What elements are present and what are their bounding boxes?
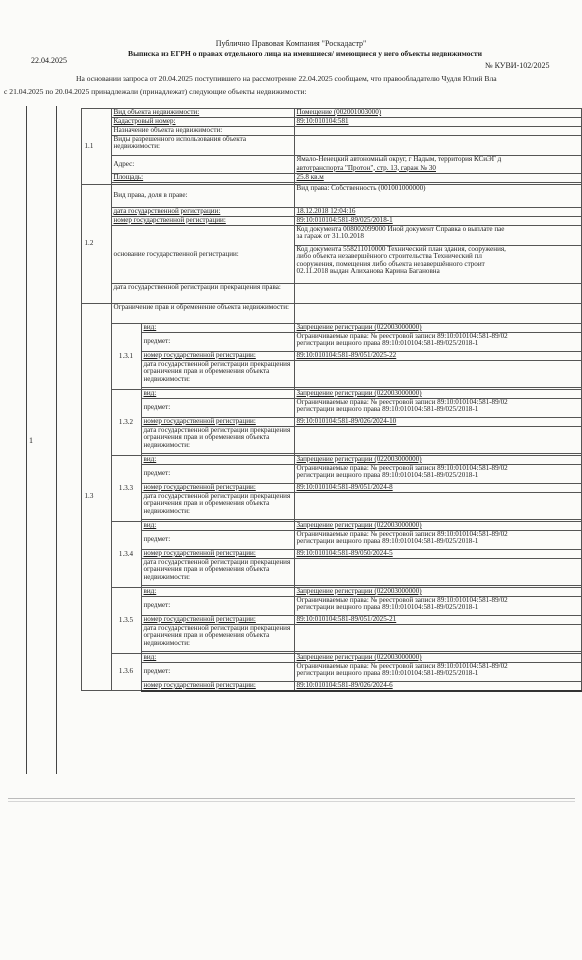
restriction-value <box>294 304 581 324</box>
kind-label: вид: <box>141 456 294 465</box>
kind-value: Запрещение регистрации (022003000000) <box>294 390 581 399</box>
address-value-line-1: Ямало-Ненецкий автономный округ, г Надым, территория КСиЭГ д <box>294 156 581 165</box>
table-row <box>57 390 581 399</box>
purpose-label: Назначение объекта недвижимости: <box>111 127 294 136</box>
entry-number: 1.3.6 <box>111 654 141 691</box>
subject-value-line-1: Ограничиваемые права: № реестровой записи 89:10:010104:581-89/02 <box>296 530 508 538</box>
registration-date-label: дата государственной регистрации: <box>111 208 294 217</box>
table-row <box>57 174 581 183</box>
termination-date-value <box>294 284 581 304</box>
right-type-label: Вид права, доля в праве: <box>111 185 294 208</box>
table-row <box>57 324 581 333</box>
right-type-value: Вид права: Собственность (001001000000) <box>294 185 581 208</box>
table-outer-line-left <box>26 106 27 774</box>
registration-number-label: номер государственной регистрации: <box>141 418 294 427</box>
subject-value-line-1: Ограничиваемые права: № реестровой записи 89:10:010104:581-89/02 <box>296 662 508 670</box>
entry-number: 1.3.5 <box>111 588 141 654</box>
basis-doc-2-line-4: 02.11.2018 выдан Алиханова Карина Багановна <box>296 267 440 276</box>
entry-number: 1.3.1 <box>111 324 141 390</box>
subject-value-line-1: Ограничиваемые права: № реестровой записи 89:10:010104:581-89/02 <box>296 332 508 340</box>
organization-name: Публично Правовая Компания "Роскадастр" <box>215 39 367 48</box>
subject-label: предмет: <box>141 399 294 418</box>
registration-basis-label: основание государственной регистрации: <box>111 226 294 284</box>
registration-number-value: 89:10:010104:581-89/051/2025-22 <box>294 352 581 361</box>
table-row <box>57 304 581 324</box>
page-divider <box>8 798 575 799</box>
subject-value-line-1: Ограничиваемые права: № реестровой записи 89:10:010104:581-89/02 <box>296 464 508 472</box>
termination-date-value <box>294 427 581 454</box>
cadastral-number-value: 89:10:010104:581 <box>294 118 581 127</box>
termination-date-label: дата государственной регистрации прекращения ограничения прав и обременения объекта недвижимости: <box>141 361 294 388</box>
area-label: Площадь: <box>111 174 294 183</box>
document-date: 22.04.2025 <box>31 56 67 65</box>
kind-value: Запрещение регистрации (022003000000) <box>294 324 581 333</box>
intro-line-1: На основании запроса от 20.04.2025 поступившего на рассмотрение 22.04.2025 сообщаем, что правообладателю Чудля Юлий Вла <box>76 74 497 83</box>
subject-value <box>294 399 581 418</box>
subject-value-line-1: Ограничиваемые права: № реестровой записи 89:10:010104:581-89/02 <box>296 596 508 604</box>
subject-label: предмет: <box>141 333 294 352</box>
kind-value: Запрещение регистрации (022003000000) <box>294 522 581 531</box>
table-row <box>57 588 581 597</box>
table-row <box>57 654 581 663</box>
subject-value-line-2: регистрации вещного права 89:10:010104:581-89/025/2018-1 <box>296 603 479 612</box>
table-row <box>57 284 581 304</box>
address-label: Адрес: <box>111 156 294 174</box>
termination-date-label: дата государственной регистрации прекращения права: <box>111 284 294 304</box>
termination-date-label: дата государственной регистрации прекращения ограничения прав и обременения объекта недвижимости: <box>141 625 294 652</box>
page-divider <box>8 801 575 802</box>
subject-value <box>294 663 581 682</box>
table-row <box>57 156 581 165</box>
basis-doc-2-line-1: Код документа 558211010000 Технический план здания, сооружения, <box>296 245 506 253</box>
section-gutter <box>57 109 81 691</box>
object-type-label: Вид объекта недвижимости: <box>111 109 294 118</box>
kind-value: Запрещение регистрации (022003000000) <box>294 456 581 465</box>
subject-value-line-2: регистрации вещного права 89:10:010104:581-89/025/2018-1 <box>296 669 479 678</box>
termination-date-value <box>294 361 581 388</box>
subject-label: предмет: <box>141 531 294 550</box>
allowed-use-label: Виды разрешенного использования объекта недвижимости: <box>111 136 294 156</box>
purpose-value <box>294 127 581 136</box>
table-row <box>57 118 581 127</box>
registration-number-label: номер государственной регистрации: <box>141 550 294 559</box>
subject-value-line-2: регистрации вещного права 89:10:010104:581-89/025/2018-1 <box>296 339 479 348</box>
table-row <box>57 185 581 208</box>
kind-label: вид: <box>141 588 294 597</box>
table-row <box>57 226 581 246</box>
area-value: 25.8 кв.м <box>294 174 581 183</box>
allowed-use-value <box>294 136 581 156</box>
table-row <box>57 109 581 118</box>
document-title: Выписка из ЕГРН о правах отдельного лица на имевшиеся/ имеющиеся у него объекты недвижимости <box>128 49 482 58</box>
subject-label: предмет: <box>141 465 294 484</box>
registration-number-value: 89:10:010104:581-89/026/2024-10 <box>294 418 581 427</box>
registration-basis-document-2 <box>294 246 581 284</box>
registration-number-value: 89:10:010104:581-89/051/2024-8 <box>294 484 581 493</box>
termination-date-label: дата государственной регистрации прекращения ограничения прав и обременения объекта недвижимости: <box>141 559 294 586</box>
kind-value: Запрещение регистрации (022003000000) <box>294 588 581 597</box>
kind-label: вид: <box>141 522 294 531</box>
subject-value <box>294 333 581 352</box>
address-value-line-2: автотранспорта "Протон", стр. 13, гараж № 30 <box>294 165 581 174</box>
subject-value-line-2: регистрации вещного права 89:10:010104:581-89/025/2018-1 <box>296 405 479 414</box>
subject-value-line-1: Ограничиваемые права: № реестровой записи 89:10:010104:581-89/02 <box>296 398 508 406</box>
table-row <box>57 217 581 226</box>
subject-label: предмет: <box>141 663 294 682</box>
registration-number-value: 89:10:010104:581-89/050/2024-5 <box>294 550 581 559</box>
entry-number: 1.3.2 <box>111 390 141 456</box>
basis-doc-2-line-3: сооружения, помещения либо объекта незавершённого строит <box>296 259 485 268</box>
objects-table <box>57 108 582 692</box>
termination-date-value <box>294 559 581 586</box>
cadastral-number-label: Кадастровый номер: <box>111 118 294 127</box>
subject-value-line-2: регистрации вещного права 89:10:010104:581-89/025/2018-1 <box>296 471 479 480</box>
table-row <box>57 522 581 531</box>
subject-value <box>294 465 581 484</box>
registration-number-label: номер государственной регистрации: <box>141 682 294 691</box>
registration-number-label: номер государственной регистрации: <box>141 484 294 493</box>
basis-doc-2-line-2: либо объекта незавершённого строительства Технический пл <box>296 252 482 261</box>
section-number-1-2: 1.2 <box>81 185 111 304</box>
subject-value <box>294 531 581 550</box>
kind-label: вид: <box>141 324 294 333</box>
registration-number-value: 89:10:010104:581-89/051/2025-21 <box>294 616 581 625</box>
registration-number-label: номер государственной регистрации: <box>141 616 294 625</box>
subject-value <box>294 597 581 616</box>
section-number-1-1: 1.1 <box>81 109 111 185</box>
registration-number-label: номер государственной регистрации: <box>141 352 294 361</box>
registration-number-label: номер государственной регистрации: <box>111 217 294 226</box>
basis-doc-1-line-2: за гараж от 31.10.2018 <box>296 232 364 241</box>
subject-label: предмет: <box>141 597 294 616</box>
document-number: № КУВИ-102/2025 <box>485 61 550 70</box>
registration-basis-document-1 <box>294 226 581 246</box>
subject-value-line-2: регистрации вещного права 89:10:010104:581-89/025/2018-1 <box>296 537 479 546</box>
termination-date-label: дата государственной регистрации прекращения ограничения прав и обременения объекта недвижимости: <box>141 427 294 454</box>
intro-line-2: с 21.04.2025 по 20.04.2025 принадлежали (принадлежат) следующие объекты недвижимости: <box>4 87 307 96</box>
registration-date-value: 18.12.2018 12:04:16 <box>294 208 581 217</box>
termination-date-value <box>294 625 581 652</box>
section-number-1-3: 1.3 <box>81 304 111 691</box>
termination-date-label: дата государственной регистрации прекращения ограничения прав и обременения объекта недвижимости: <box>141 493 294 520</box>
table-row <box>57 456 581 465</box>
termination-date-value <box>294 493 581 520</box>
basis-doc-1-line-1: Код документа 008002099000 Иной документ Справка о выплате пае <box>296 225 505 233</box>
registration-number-value: 89:10:010104:581-89/026/2024-6 <box>294 682 581 691</box>
object-row-number: 1 <box>29 436 33 445</box>
kind-value: Запрещение регистрации (022003000000) <box>294 654 581 663</box>
entry-number: 1.3.4 <box>111 522 141 588</box>
entry-number: 1.3.3 <box>111 456 141 522</box>
registration-number-value: 89:10:010104:581-89/025/2018-1 <box>294 217 581 226</box>
table-row <box>57 208 581 217</box>
table-row <box>57 127 581 136</box>
kind-label: вид: <box>141 390 294 399</box>
kind-label: вид: <box>141 654 294 663</box>
object-type-value: Помещение (002001003000) <box>294 109 581 118</box>
restriction-label: Ограничение прав и обременение объекта недвижимости: <box>111 304 294 324</box>
table-row <box>57 136 581 156</box>
